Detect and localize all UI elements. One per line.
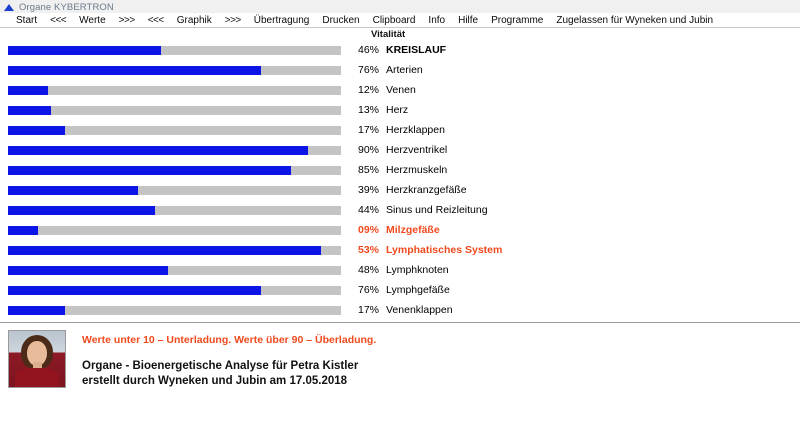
- menu-item-drucken[interactable]: Drucken: [322, 14, 360, 26]
- bar-fill: [8, 306, 65, 315]
- bar-value: 90%: [357, 144, 379, 156]
- menu-item-prev-1[interactable]: <<<: [50, 14, 67, 26]
- bar-track: [8, 206, 341, 215]
- bar-label: Venen: [386, 84, 416, 96]
- bar-label: Lymphgefäße: [386, 284, 450, 296]
- bar-value: 48%: [357, 264, 379, 276]
- menu-item-graphik[interactable]: Graphik: [176, 14, 212, 26]
- menu-item-uebertragung[interactable]: Übertragung: [253, 14, 310, 26]
- bar-track: [8, 186, 341, 195]
- footer-divider: [0, 322, 800, 323]
- bar-fill: [8, 226, 38, 235]
- bar-track: [8, 166, 341, 175]
- bar-track: [8, 246, 341, 255]
- bar-value: 44%: [357, 204, 379, 216]
- table-row: [8, 100, 800, 120]
- bar-value: 46%: [357, 44, 379, 56]
- report-headline-line1: Organe - Bioenergetische Analyse für Petra Kistler: [82, 360, 359, 372]
- menu-item-prev-2[interactable]: <<<: [147, 14, 164, 26]
- bar-value: 76%: [357, 64, 379, 76]
- bar-fill: [8, 186, 138, 195]
- bar-label: Lymphatisches System: [386, 244, 503, 256]
- app-triangle-icon: [4, 4, 14, 11]
- bar-fill: [8, 106, 51, 115]
- bar-fill: [8, 206, 155, 215]
- menu-bar: [0, 13, 800, 28]
- report-footer: [0, 322, 800, 389]
- bar-track: [8, 146, 341, 155]
- bar-label: Herz: [386, 104, 409, 116]
- table-row: [8, 200, 800, 220]
- table-row: [8, 180, 800, 200]
- bar-track: [8, 46, 341, 55]
- bar-value: 53%: [357, 244, 379, 256]
- range-note: Werte unter 10 – Unterladung. Werte über 90 – Überladung.: [82, 334, 377, 346]
- bar-value: 12%: [357, 84, 379, 96]
- table-row: [8, 120, 800, 140]
- bar-label: Arterien: [386, 64, 423, 76]
- table-row: [8, 80, 800, 100]
- bar-track: [8, 226, 341, 235]
- bar-value: 17%: [357, 304, 379, 316]
- bar-value: 17%: [357, 124, 379, 136]
- bar-value: 13%: [357, 104, 379, 116]
- vitality-bar-chart: [0, 29, 800, 320]
- bar-fill: [8, 146, 308, 155]
- table-row: [8, 40, 800, 60]
- bar-track: [8, 86, 341, 95]
- bar-track: [8, 306, 341, 315]
- bar-track: [8, 266, 341, 275]
- bar-track: [8, 286, 341, 295]
- menu-item-hilfe[interactable]: Hilfe: [458, 14, 479, 26]
- bar-fill: [8, 266, 168, 275]
- report-headline-line2: erstellt durch Wyneken und Jubin am 17.05.2018: [82, 375, 348, 387]
- table-row: [8, 240, 800, 260]
- bar-label: Herzkranzgefäße: [386, 184, 467, 196]
- table-row: [8, 300, 800, 320]
- menu-item-programme[interactable]: Programme: [491, 14, 544, 26]
- menu-item-next-1[interactable]: >>>: [118, 14, 135, 26]
- table-row: [8, 280, 800, 300]
- bar-label: Herzventrikel: [386, 144, 448, 156]
- table-row: [8, 140, 800, 160]
- bar-track: [8, 66, 341, 75]
- bar-label: Herzklappen: [386, 124, 445, 136]
- bar-label: KREISLAUF: [386, 44, 447, 56]
- menu-item-clipboard[interactable]: Clipboard: [372, 14, 416, 26]
- bar-fill: [8, 66, 261, 75]
- menu-item-werte[interactable]: Werte: [79, 14, 106, 26]
- bar-fill: [8, 126, 65, 135]
- table-row: [8, 60, 800, 80]
- bar-fill: [8, 46, 161, 55]
- bar-value: 39%: [357, 184, 379, 196]
- bar-label: Sinus und Reizleitung: [386, 204, 488, 216]
- menu-item-lizenz[interactable]: Zugelassen für Wyneken und Jubin: [556, 14, 714, 26]
- menu-item-start[interactable]: Start: [16, 14, 38, 26]
- bar-value: 09%: [357, 224, 379, 236]
- bar-track: [8, 126, 341, 135]
- bar-label: Herzmuskeln: [386, 164, 448, 176]
- bar-fill: [8, 246, 321, 255]
- bar-label: Venenklappen: [386, 304, 453, 316]
- bar-track: [8, 106, 341, 115]
- bar-fill: [8, 286, 261, 295]
- menu-item-info[interactable]: Info: [428, 14, 446, 26]
- bar-fill: [8, 166, 291, 175]
- window-title: Organe KYBERTRON: [19, 1, 114, 13]
- avatar: [8, 330, 66, 388]
- window-titlebar: [0, 0, 800, 13]
- bar-value: 76%: [357, 284, 379, 296]
- table-row: [8, 160, 800, 180]
- table-row: [8, 220, 800, 240]
- bar-value: 85%: [357, 164, 379, 176]
- chart-column-header: Vitalität: [371, 29, 406, 40]
- menu-item-next-2[interactable]: >>>: [224, 14, 241, 26]
- table-row: [8, 260, 800, 280]
- bar-fill: [8, 86, 48, 95]
- bar-label: Lymphknoten: [386, 264, 449, 276]
- bar-label: Milzgefäße: [386, 224, 440, 236]
